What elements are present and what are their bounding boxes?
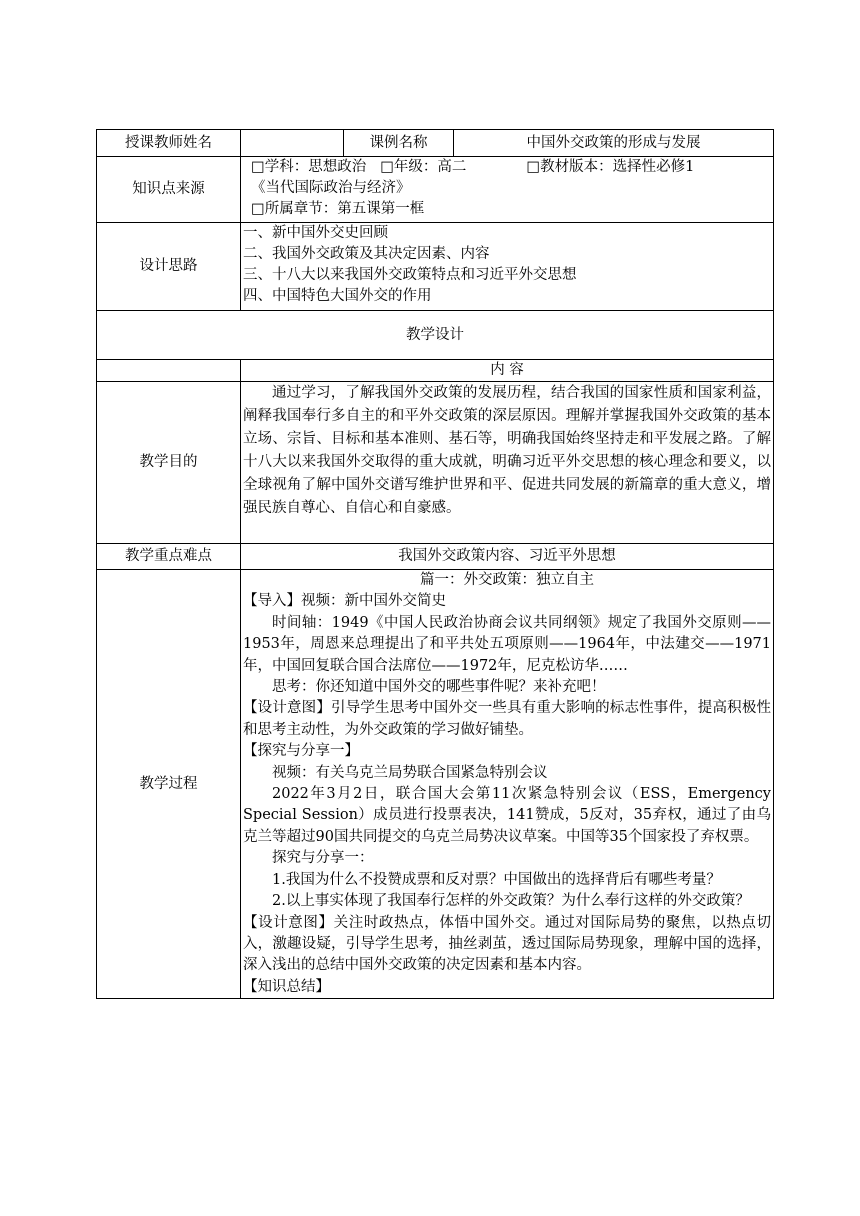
course-label: 课例名称 (344, 130, 454, 157)
source-chapter: □所属章节：第五课第一框 (251, 201, 425, 217)
objective-row (97, 382, 774, 544)
section-title: 教学设计 (97, 311, 774, 360)
course-value: 中国外交政策的形成与发展 (454, 130, 774, 157)
process-intent-2: 【设计意图】关注时政热点，体悟中国外交。通过对国际局势的聚焦，以热点切入，激趣设疑，引导学生思考，抽丝剥茧，透过国际局势现象，理解中国的选择，深入浅出的总结中国外交政策的决定因素和基本内容。 (243, 914, 771, 974)
source-book: 《当代国际政治与经济》 (251, 180, 411, 196)
objective-label: 教学目的 (97, 382, 241, 544)
process-question-1: 1.我国为什么不投赞成票和反对票？中国做出的选择背后有哪些考量？ (272, 871, 721, 888)
source-content (241, 157, 774, 223)
process-chapter-title: 篇一：外交政策：独立自主 (420, 572, 594, 588)
design-label: 设计思路 (97, 223, 241, 311)
process-video: 视频：有关乌克兰局势联合国紧急特别会议 (272, 764, 548, 781)
process-content (241, 570, 774, 999)
process-summary: 【知识总结】 (243, 978, 330, 995)
design-item: 二、我国外交政策及其决定因素、内容 (243, 246, 490, 262)
teacher-value (241, 130, 344, 157)
header-row (97, 130, 774, 157)
source-subject: □学科：思想政治 (251, 159, 367, 175)
process-row (97, 570, 774, 999)
process-intent-1: 【设计意图】引导学生思考中国外交一些具有重大影响的标志性事件，提高积极性和思考主动性，为外交政策的学习做好铺垫。 (243, 700, 771, 738)
process-event: 2022年3月2日，联合国大会第11次紧急特别会议（ESS，Emergency Special Session）成员进行投票表决，141赞成，5反对，35弃权，通过了由乌克兰等超过90国共同提交的乌克兰局势决议草案。中国等35个国家投了弃权票。 (243, 786, 771, 845)
content-header: 内 容 (241, 360, 774, 382)
keypoints-text: 我国外交政策内容、习近平外思想 (241, 544, 774, 570)
content-header-row (97, 360, 774, 382)
process-label: 教学过程 (97, 570, 241, 999)
teacher-label: 授课教师姓名 (97, 130, 241, 157)
source-grade: □年级：高二 (380, 159, 467, 175)
lesson-plan-table (96, 129, 774, 999)
process-timeline: 时间轴：1949《中国人民政治协商会议共同纲领》规定了我国外交原则——1953年，周恩来总理提出了和平共处五项原则——1964年，中法建交——1971年，中国回复联合国合法席位——1972年，尼克松访华…… (243, 614, 771, 674)
process-think: 思考：你还知道中国外交的哪些事件呢？来补充吧！ (272, 679, 606, 696)
design-item: 一、新中国外交史回顾 (243, 225, 388, 241)
section-title-row (97, 311, 774, 360)
objective-text: 通过学习，了解我国外交政策的发展历程，结合我国的国家性质和国家利益，阐释我国奉行多自主的和平外交政策的深层原因。理解并掌握我国外交政策的基本立场、宗旨、目标和基本准则、基石等，明确我国始终坚持走和平发展之路。了解十八大以来我国外交取得的重大成就，明确习近平外交思想的核心理念和要义，以全球视角了解中国外交谱写维护世界和平、促进共同发展的新篇章的重大意义，增强民族自尊心、自信心和自豪感。 (243, 385, 771, 516)
process-intro: 【导入】视频：新中国外交简史 (243, 593, 446, 610)
design-item: 四、中国特色大国外交的作用 (243, 288, 432, 304)
process-explore-title: 【探究与分享一】 (243, 743, 359, 760)
source-line-1 (251, 157, 771, 178)
process-question-2: 2.以上事实体现了我国奉行怎样的外交政策？为什么奉行这样的外交政策？ (272, 893, 750, 910)
keypoints-row (97, 544, 774, 570)
keypoints-label: 教学重点难点 (97, 544, 241, 570)
source-row (97, 157, 774, 223)
content-header-empty (97, 360, 241, 382)
process-explore-sub: 探究与分享一： (272, 850, 374, 867)
design-item: 三、十八大以来我国外交政策特点和习近平外交思想 (243, 267, 577, 283)
source-label: 知识点来源 (97, 157, 241, 223)
design-content (241, 223, 774, 311)
source-edition: □教材版本：选择性必修1 (526, 159, 695, 175)
design-row (97, 223, 774, 311)
objective-content (241, 382, 774, 544)
